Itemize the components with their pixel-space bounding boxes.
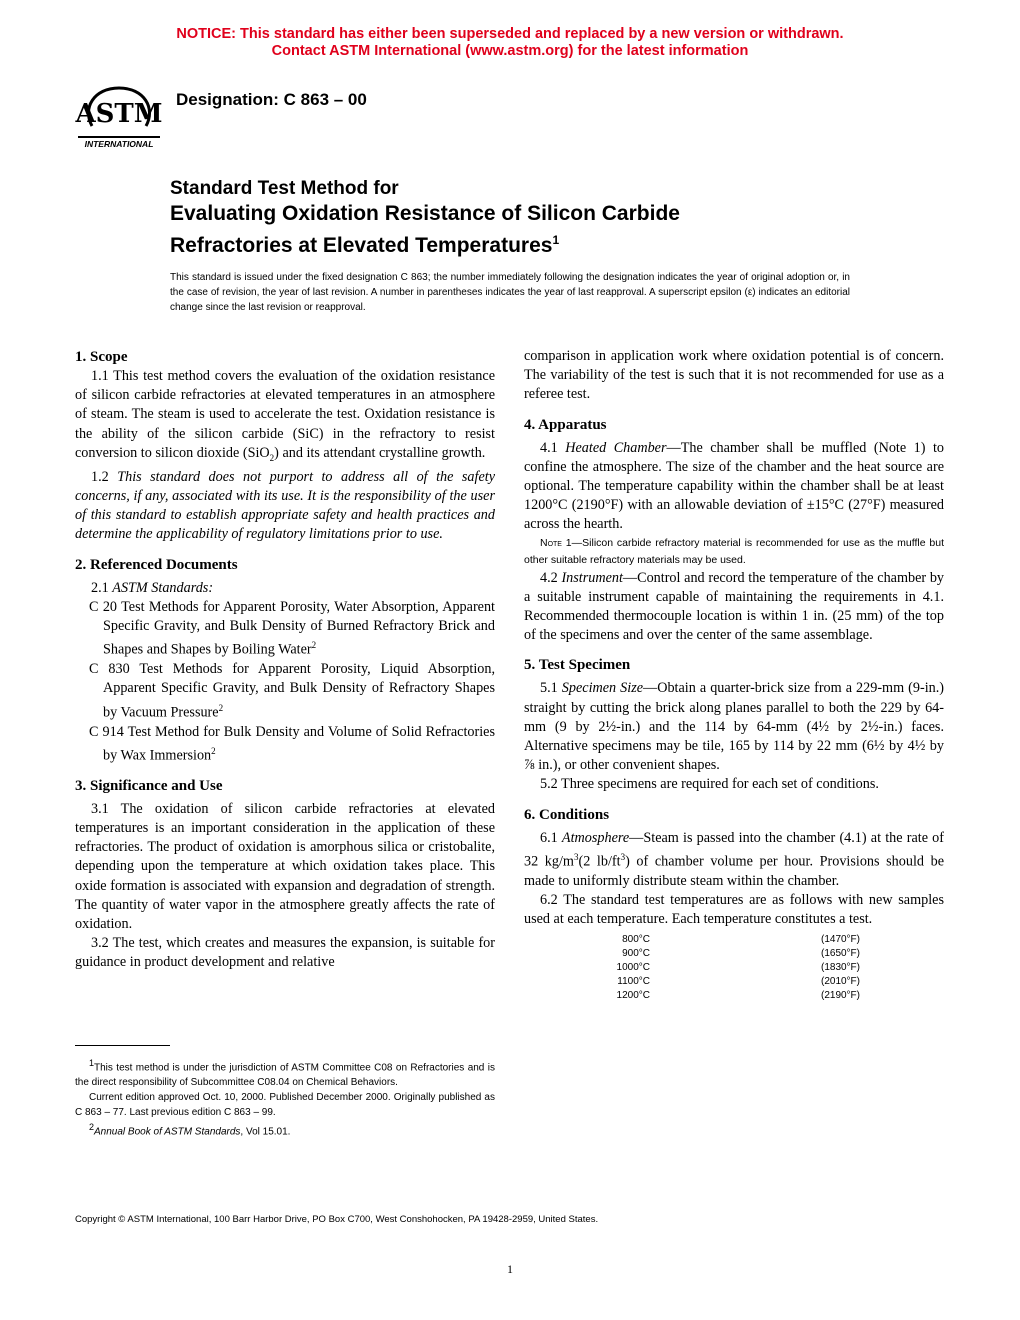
- paragraph-4-2: 4.2 Instrument—Control and record the temperature of the chamber by a suitable instrument capable of maintaining the requirements in 4.1. Recommended thermocouple location is within 1 in. (25 mm) of the top of the specimens and over the center of the same assemblage.: [524, 569, 945, 644]
- note-1: Note 1—Silicon carbide refractory material is recommended for use as the muffle but other suitable refractory materials may be used.: [524, 536, 944, 566]
- issuance-statement: This standard is issued under the fixed designation C 863; the number immediately following the designation indicates the year of original adoption or, in the case of revision, the year of last revision. A number in parentheses indicates the year of last reapproval. A superscript epsilon (ε) indicates an editorial change since the last revision or reapproval.: [170, 272, 850, 313]
- reference-c20: C 20 Test Methods for Apparent Porosity, Water Absorption, Apparent Specific Gravity, and Bulk Density of Burned Refractory Brick and Shapes and Shapes by Boiling Water$^2$: [89, 598, 495, 658]
- paragraph-3-2-continued: comparison in application work where oxidation potential is of concern. The variability of the test is such that it is not recommended for use as a referee test.: [524, 348, 944, 403]
- right-column: [524, 347, 944, 1003]
- footnote-rule: [75, 1045, 170, 1046]
- notice-line-2: Contact ASTM International (www.astm.org) for the latest information: [271, 43, 749, 59]
- paragraph-2-1: 2.1 ASTM Standards:: [91, 579, 214, 596]
- paragraph-3-1: 3.1 The oxidation of silicon carbide refractories at elevated temperatures is an important consideration in the application of these refractories. The product of oxidation is amorphous silica or cristobalite, depending upon the temperature at which oxidation takes place. This oxide formation is associated with expansion and degradation of strength. The quantity of water vapor in the atmosphere greatly affects the rate of oxidation.: [75, 800, 495, 932]
- astm-logo: [74, 78, 164, 150]
- paragraph-6-1: 6.1 Atmosphere—Steam is passed into the chamber (4.1) at the rate of 32 $kg/m^3(2$ $lb/ft^3$) of chamber volume per hour. Provisions should be made to uniformly distribute steam within the chamber.: [524, 829, 945, 889]
- footnote-1-edition: Current edition approved Oct. 10, 2000. Published December 2000. Originally published as C 863 – 77. Last previous edition C 863 – 99.: [75, 1092, 495, 1119]
- paragraph-1-2: 1.2 This standard does not purport to address all of the safety concerns, if any, associated with its use. It is the responsibility of the user of this standard to establish appropriate safety and health practices and determine the applicability of regulatory limitations prior to use.: [75, 468, 495, 543]
- temperature-table: [524, 933, 944, 1003]
- logo-subtext: INTERNATIONAL: [84, 139, 154, 149]
- copyright-line: Copyright © ASTM International, 100 Barr Harbor Drive, PO Box C700, West Conshohocken, PA 19428-2959, United States.: [75, 1214, 599, 1225]
- paragraph-5-1: 5.1 Specimen Size—Obtain a quarter-brick size from a 229-mm (9-in.) straight by cutting the brick along planes parallel to both the 229 by 64-mm (9 by 2½-in.) and the 114 by 64-mm (4½ by 2½-in.) faces. Alternative specimens may be tile, 165 by 114 by 22 mm (6½ by 4½ by ⅞ in.), or other convenient shapes.: [524, 680, 944, 774]
- designation: Designation: C 863 – 00: [176, 90, 367, 109]
- temperature-row: 1100°C (2010°F): [617, 976, 860, 988]
- section-heading-test-specimen: 5. Test Specimen: [524, 657, 631, 674]
- section-heading-apparatus: 4. Apparatus: [524, 416, 607, 433]
- section-heading-referenced-documents: 2. Referenced Documents: [75, 556, 238, 573]
- withdrawal-notice: [0, 26, 1020, 60]
- section-heading-significance: 3. Significance and Use: [75, 777, 223, 794]
- title-line-2: Evaluating Oxidation Resistance of Silicon Carbide: [170, 202, 680, 225]
- document-title: [170, 176, 870, 259]
- footnotes: [75, 1056, 495, 1140]
- section-heading-scope: 1. Scope: [75, 349, 128, 365]
- paragraph-5-2: 5.2 Three specimens are required for each set of conditions.: [540, 776, 879, 793]
- temperature-row: 900°C (1650°F): [622, 948, 860, 960]
- temperature-row: 1000°C (1830°F): [616, 962, 860, 974]
- reference-c830: C 830 Test Methods for Apparent Porosity, Liquid Absorption, Apparent Specific Gravity, and Bulk Density of Refractory Shapes by Vacuum Pressure$^2$: [89, 661, 495, 721]
- title-line-3: Refractories at Elevated Temperatures$^1$: [170, 233, 560, 257]
- reference-c914: C 914 Test Method for Bulk Density and Volume of Solid Refractories by Wax Immersion$^2$: [89, 723, 495, 764]
- paragraph-3-2: 3.2 The test, which creates and measures the expansion, is suitable for guidance in product development and relative: [75, 935, 495, 971]
- page-number: 1: [507, 1262, 513, 1276]
- paragraph-4-1: 4.1 Heated Chamber—The chamber shall be muffled (Note 1) to confine the atmosphere. The size of the chamber and the heat source are optional. The temperature capability within the chamber shall be at least 1200°C (2190°F) with an allowable deviation of ±15°C (27°F) measured across the hearth.: [524, 439, 944, 533]
- paragraph-6-2: 6.2 The standard test temperatures are as follows with new samples used at each temperature. Each temperature constitutes a test.: [524, 892, 944, 928]
- footnote-1: $^1$This test method is under the jurisdiction of ASTM Committee C08 on Refractories and is the direct responsibility of Subcommittee C08.04 on Chemical Behaviors.: [75, 1058, 495, 1089]
- section-heading-conditions: 6. Conditions: [524, 806, 610, 823]
- logo-mark-text: ASTM: [75, 99, 163, 129]
- temperature-row: 800°C (1470°F): [622, 934, 860, 946]
- footnote-2: $^2$Annual Book of ASTM Standards, Vol 15.01.: [89, 1122, 291, 1138]
- title-line-1: Standard Test Method for: [170, 178, 399, 199]
- temperature-row: 1200°C (2190°F): [616, 990, 860, 1002]
- notice-line-1: NOTICE: This standard has either been superseded and replaced by a new version or withdrawn.: [176, 26, 844, 42]
- left-column: [75, 347, 495, 973]
- paragraph-1-1: 1.1 This test method covers the evaluation of the oxidation resistance of silicon carbide refractories at elevated temperatures in an atmosphere of steam. The steam is used to accelerate the test. Oxidation resistance is the ability of the silicon carbide (SiC) in the refractory to resist conversion to silicon dioxide (SiO$_2$) and its attendant crystalline growth.: [75, 368, 495, 463]
